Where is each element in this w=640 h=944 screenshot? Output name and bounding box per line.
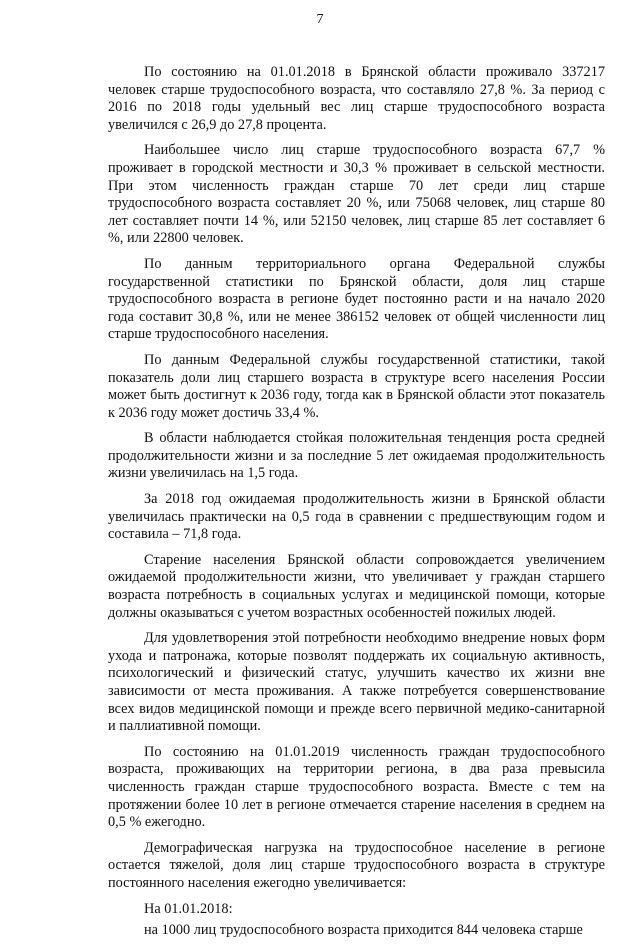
paragraph: Демографическая нагрузка на трудоспособное население в регионе остается тяжелой, доля лиц старше трудоспособного возраста в структуре постоянного населения ежегодно увеличивается: <box>108 839 605 891</box>
paragraph: По состоянию на 01.01.2019 численность граждан трудоспособного возраста, проживающих на территории региона, в два раза превысила численность граждан старше трудоспособного возраста. Вместе с тем на протяжении более 10 лет в регионе отмечается старение населения в среднем на 0,5 % ежегодно. <box>108 743 605 831</box>
paragraph: За 2018 год ожидаемая продолжительность жизни в Брянской области увеличилась практически на 0,5 года в сравнении с предшествующим годом и составила – 71,8 года. <box>108 491 605 543</box>
page-number: 7 <box>316 12 324 27</box>
paragraph: По состоянию на 01.01.2018 в Брянской области проживало 337217 человек старше трудоспособного возраста, что составляло 27,8 %. За период с 2016 по 2018 годы удельный вес лиц старше трудоспособного возраста увеличился с 26,9 до 27,8 процента. <box>108 64 605 133</box>
paragraph: Старение населения Брянской области сопровождается увеличением ожидаемой продолжительности жизни, что увеличивает у граждан старшего возраста потребность в социальных услугах и медицинской помощи, которые должны оказываться с учетом возрастных особенностей пожилых людей. <box>108 551 605 621</box>
paragraph: По данным территориального органа Федеральной службы государственной статистики по Брянской области, доля лиц старше трудоспособного возраста в регионе будет постоянно расти и на начало 2020 года составит 30,8 %, или не менее 386152 человек от общей численности лиц старше трудоспособного населения. <box>108 255 605 343</box>
paragraph: Наибольшее число лиц старше трудоспособного возраста 67,7 % проживает в городской местности и 30,3 % проживает в сельской местности. При этом численность граждан старше 70 лет среди лиц старше трудоспособного возраста составляет 20 %, или 75068 человек, лиц старше 80 лет составляет почти 14 %, или 52150 человек, лиц старше 85 лет составляет 6 %, или 22800 человек. <box>108 142 605 247</box>
paragraph: На 01.01.2018: <box>144 900 233 917</box>
document-body <box>108 64 605 944</box>
paragraph: В области наблюдается стойкая положительная тенденция роста средней продолжительности жизни и за последние 5 лет ожидаемая продолжительность жизни увеличилась на 1,5 года. <box>108 430 605 482</box>
paragraph: на 1000 лиц трудоспособного возраста приходится 844 человека старше <box>144 922 583 939</box>
paragraph: По данным Федеральной службы государственной статистики, такой показатель доли лиц старшего возраста в структуре всего населения России может быть достигнут к 2036 году, тогда как в Брянской области этот показатель к 2036 году может достичь 33,4 %. <box>108 351 605 421</box>
paragraph: Для удовлетворения этой потребности необходимо внедрение новых форм ухода и патронажа, которые позволят поддержать их социальную активность, психологический и физический статус, улучшить качество их жизни вне зависимости от места проживания. А также потребуется совершенствование всех видов медицинской помощи и прежде всего первичной медико-санитарной и паллиативной помощи. <box>108 630 605 735</box>
